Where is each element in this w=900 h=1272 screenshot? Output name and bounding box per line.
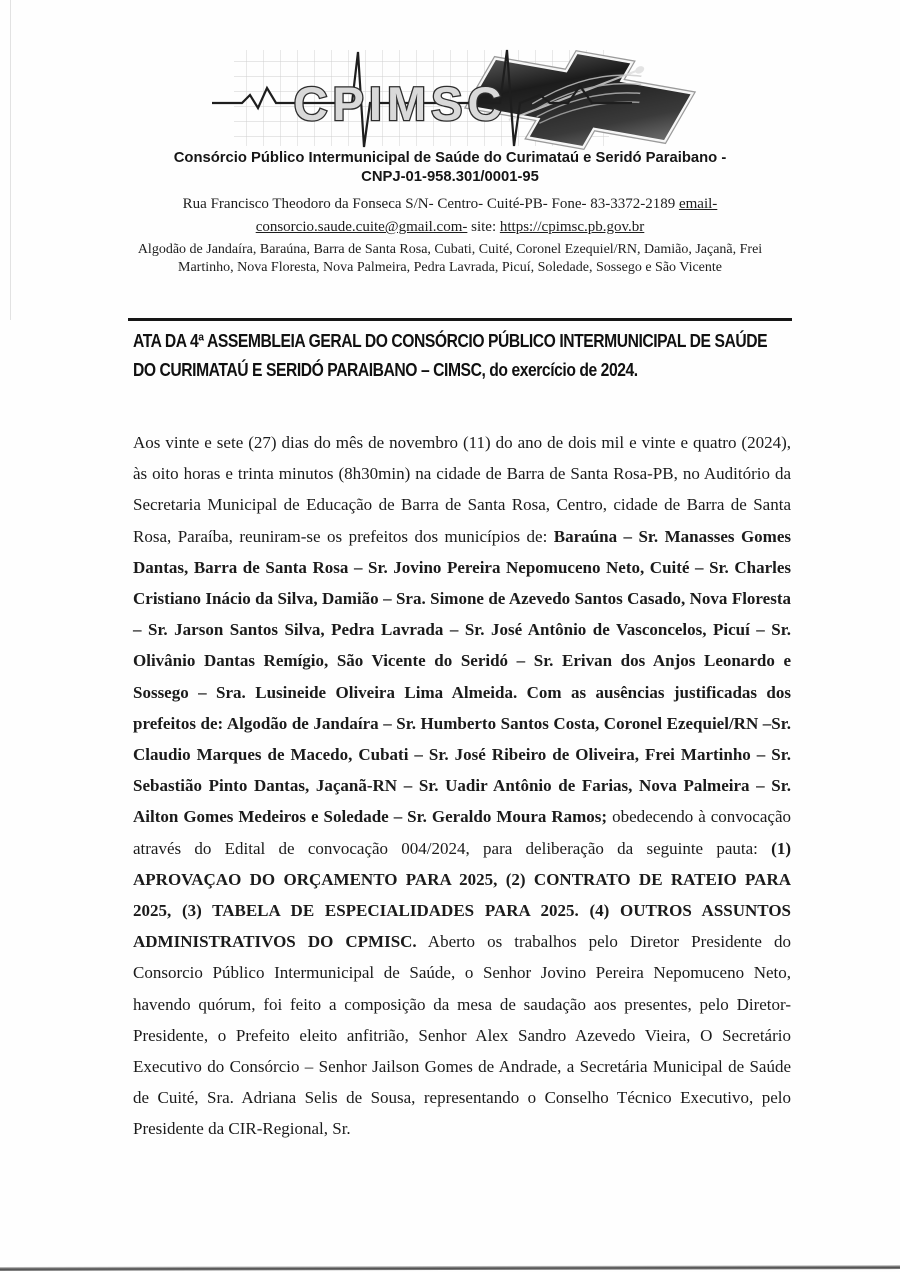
email-site-line: consorcio.saude.cuite@gmail.com- site: https://cpimsc.pb.gov.br	[255, 219, 645, 235]
org-name-line1: Consórcio Público Intermunicipal de Saúde do Curimataú e Seridó Paraibano -	[173, 150, 727, 166]
org-cnpj-line: CNPJ-01-958.301/0001-95	[361, 169, 539, 185]
document-title-line2: DO CURIMATAÚ E SERIDÓ PARAIBANO – CIMSC, do exercício de 2024.	[133, 359, 638, 380]
member-municipalities: Algodão de Jandaíra, Baraúna, Barra de Santa Rosa, Cubati, Cuité, Coronel Ezequiel/RN, Damião, Jaçanã, Frei Martinho, Nova Floresta, Nova Palmeira, Pedra Lavrada, Picuí, Soledade, Sossego e São Vicente	[137, 242, 763, 275]
document-title	[133, 327, 813, 384]
logo-cpimsc	[212, 46, 707, 154]
logo-text: CPIMSC	[293, 77, 507, 130]
body-paragraph: Aos vinte e sete (27) dias do mês de novembro (11) do ano de dois mil e vinte e quatro (2024), às oito horas e trinta minutos (8h30min) na cidade de Barra de Santa Rosa-PB, no Auditório da Secretaria Municipal de Educação de Barra de Santa Rosa, Centro, cidade de Barra de Santa Rosa, Paraíba, reuniram-se os prefeitos dos municípios de: Baraúna – Sr. Manasses Gomes Dantas, Barra de Santa Rosa – Sr. Jovino Pereira Nepomuceno Neto, Cuité – Sr. Charles Cristiano Inácio da Silva, Damião – Sra. Simone de Azevedo Santos Casado, Nova Floresta – Sr. Jarson Santos Silva, Pedra Lavrada – Sr. José Antônio de Vasconcelos, Picuí – Sr. Olivânio Dantas Remígio, São Vicente do Seridó – Sr. Erivan dos Anjos Leonardo e Sossego – Sra. Lusineide Oliveira Lima Almeida. Com as ausências justificadas dos prefeitos de: Algodão de Jandaíra – Sr. Humberto Santos Costa, Coronel Ezequiel/RN –Sr. Claudio Marques de Macedo, Cubati – Sr. José Ribeiro de Oliveira, Frei Martinho – Sr. Sebastião Pinto Dantas, Jaçanã-RN – Sr. Uadir Antônio de Farias, Nova Palmeira – Sr. Ailton Gomes Medeiros e Soledade – Sr. Geraldo Moura Ramos; obedecendo à convocação através do Edital de convocação 004/2024, para deliberação da seguinte pauta: (1) APROVAÇAO DO ORÇAMENTO PARA 2025, (2) CONTRATO DE RATEIO PARA 2025, (3) TABELA DE ESPECIALIDADES PARA 2025. (4) OUTROS ASSUNTOS ADMINISTRATIVOS DO CPMISC. Aberto os trabalhos pelo Diretor Presidente do Consorcio Público Intermunicipal de Saúde, o Senhor Jovino Pereira Nepomuceno Neto, havendo quórum, foi feito a composição da mesa de saudação aos presentes, pelo Diretor-Presidente, o Prefeito eleito anfitrião, Senhor Alex Sandro Azevedo Vieira, O Secretário Executivo do Consórcio – Senhor Jailson Gomes de Andrade, a Secretária Municipal de Saúde de Cuité, Sra. Adriana Selis de Sousa, representando o Conselho Técnico Executivo, pelo Presidente da CIR-Regional, Sr.	[133, 433, 791, 1139]
org-name	[0, 149, 900, 187]
document-title-line1: ATA DA 4ª ASSEMBLEIA GERAL DO CONSÓRCIO PÚBLICO INTERMUNICIPAL DE SAÚDE	[133, 331, 768, 351]
scan-edge-bottom	[0, 1265, 900, 1271]
contact-block	[0, 193, 900, 239]
address-line: Rua Francisco Theodoro da Fonseca S/N- Centro- Cuité-PB- Fone- 83-3372-2189 email-	[182, 196, 718, 212]
separator-rule	[128, 318, 792, 321]
